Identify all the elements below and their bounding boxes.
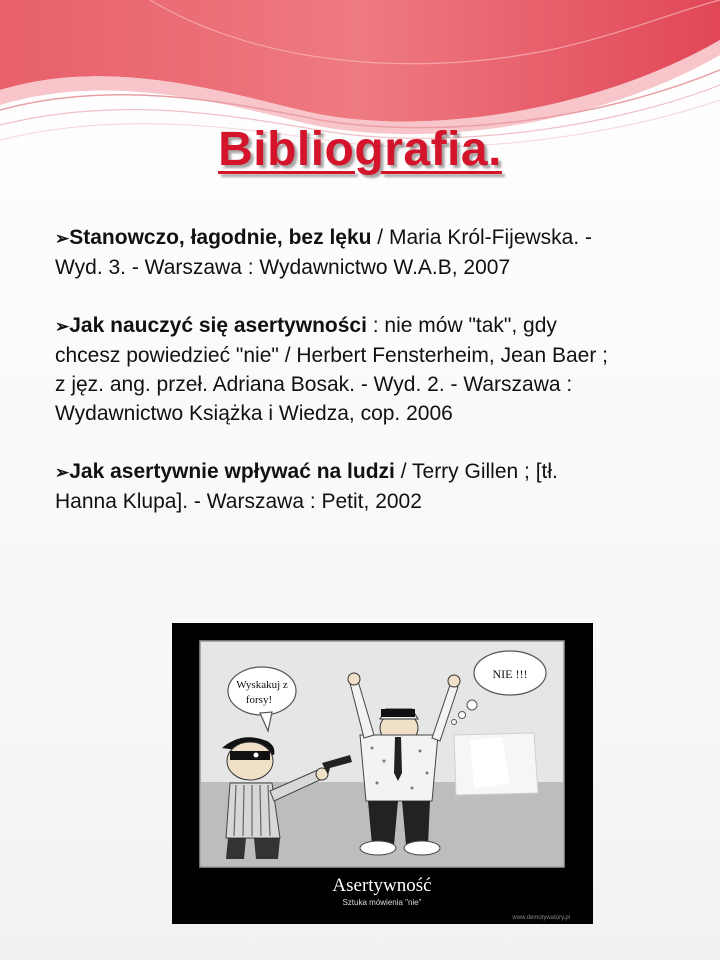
thought-text: NIE !!!	[492, 667, 528, 681]
arrow-bullet-icon: ➢	[55, 229, 70, 248]
cartoon-image	[172, 623, 593, 924]
arrow-bullet-icon: ➢	[55, 317, 70, 336]
entry-details: : nie mów "tak", gdy chcesz powiedzieć "nie" / Herbert Fensterheim, Jean Baer ; z jęz. ang. przeł. Adriana Bosak. - Wyd. 2. - Warszawa : Wydawnictwo Książka i Wiedza, cop. 2006	[55, 314, 608, 425]
speech-text-line2: forsy!	[245, 694, 273, 706]
page-title: Bibliografia.	[218, 123, 502, 176]
cartoon-watermark: www.demotywatory.pl	[512, 915, 570, 921]
entry-details: / Terry Gillen ; [tł. Hanna Klupa]. - Warszawa : Petit, 2002	[55, 460, 558, 513]
entry-title: Jak asertywnie wpływać na ludzi	[69, 460, 395, 483]
bibliography-entry	[55, 311, 615, 428]
bibliography-entry	[55, 457, 615, 516]
entry-title: Stanowczo, łagodnie, bez lęku	[69, 226, 372, 249]
clothes-pile	[454, 733, 538, 795]
bibliography-list	[55, 223, 615, 545]
cartoon-subcaption: Sztuka mówienia "nie"	[342, 898, 422, 907]
arrow-bullet-icon: ➢	[55, 463, 70, 482]
bibliography-entry	[55, 223, 615, 282]
entry-details: / Maria Król-Fijewska. - Wyd. 3. - Warszawa : Wydawnictwo W.A.B, 2007	[55, 226, 592, 279]
cartoon-illustration	[172, 623, 593, 924]
entry-title: Jak nauczyć się asertywności	[69, 314, 367, 337]
speech-text-line1: Wyskakuj z	[236, 679, 288, 691]
cartoon-caption: Asertywność	[332, 875, 432, 896]
